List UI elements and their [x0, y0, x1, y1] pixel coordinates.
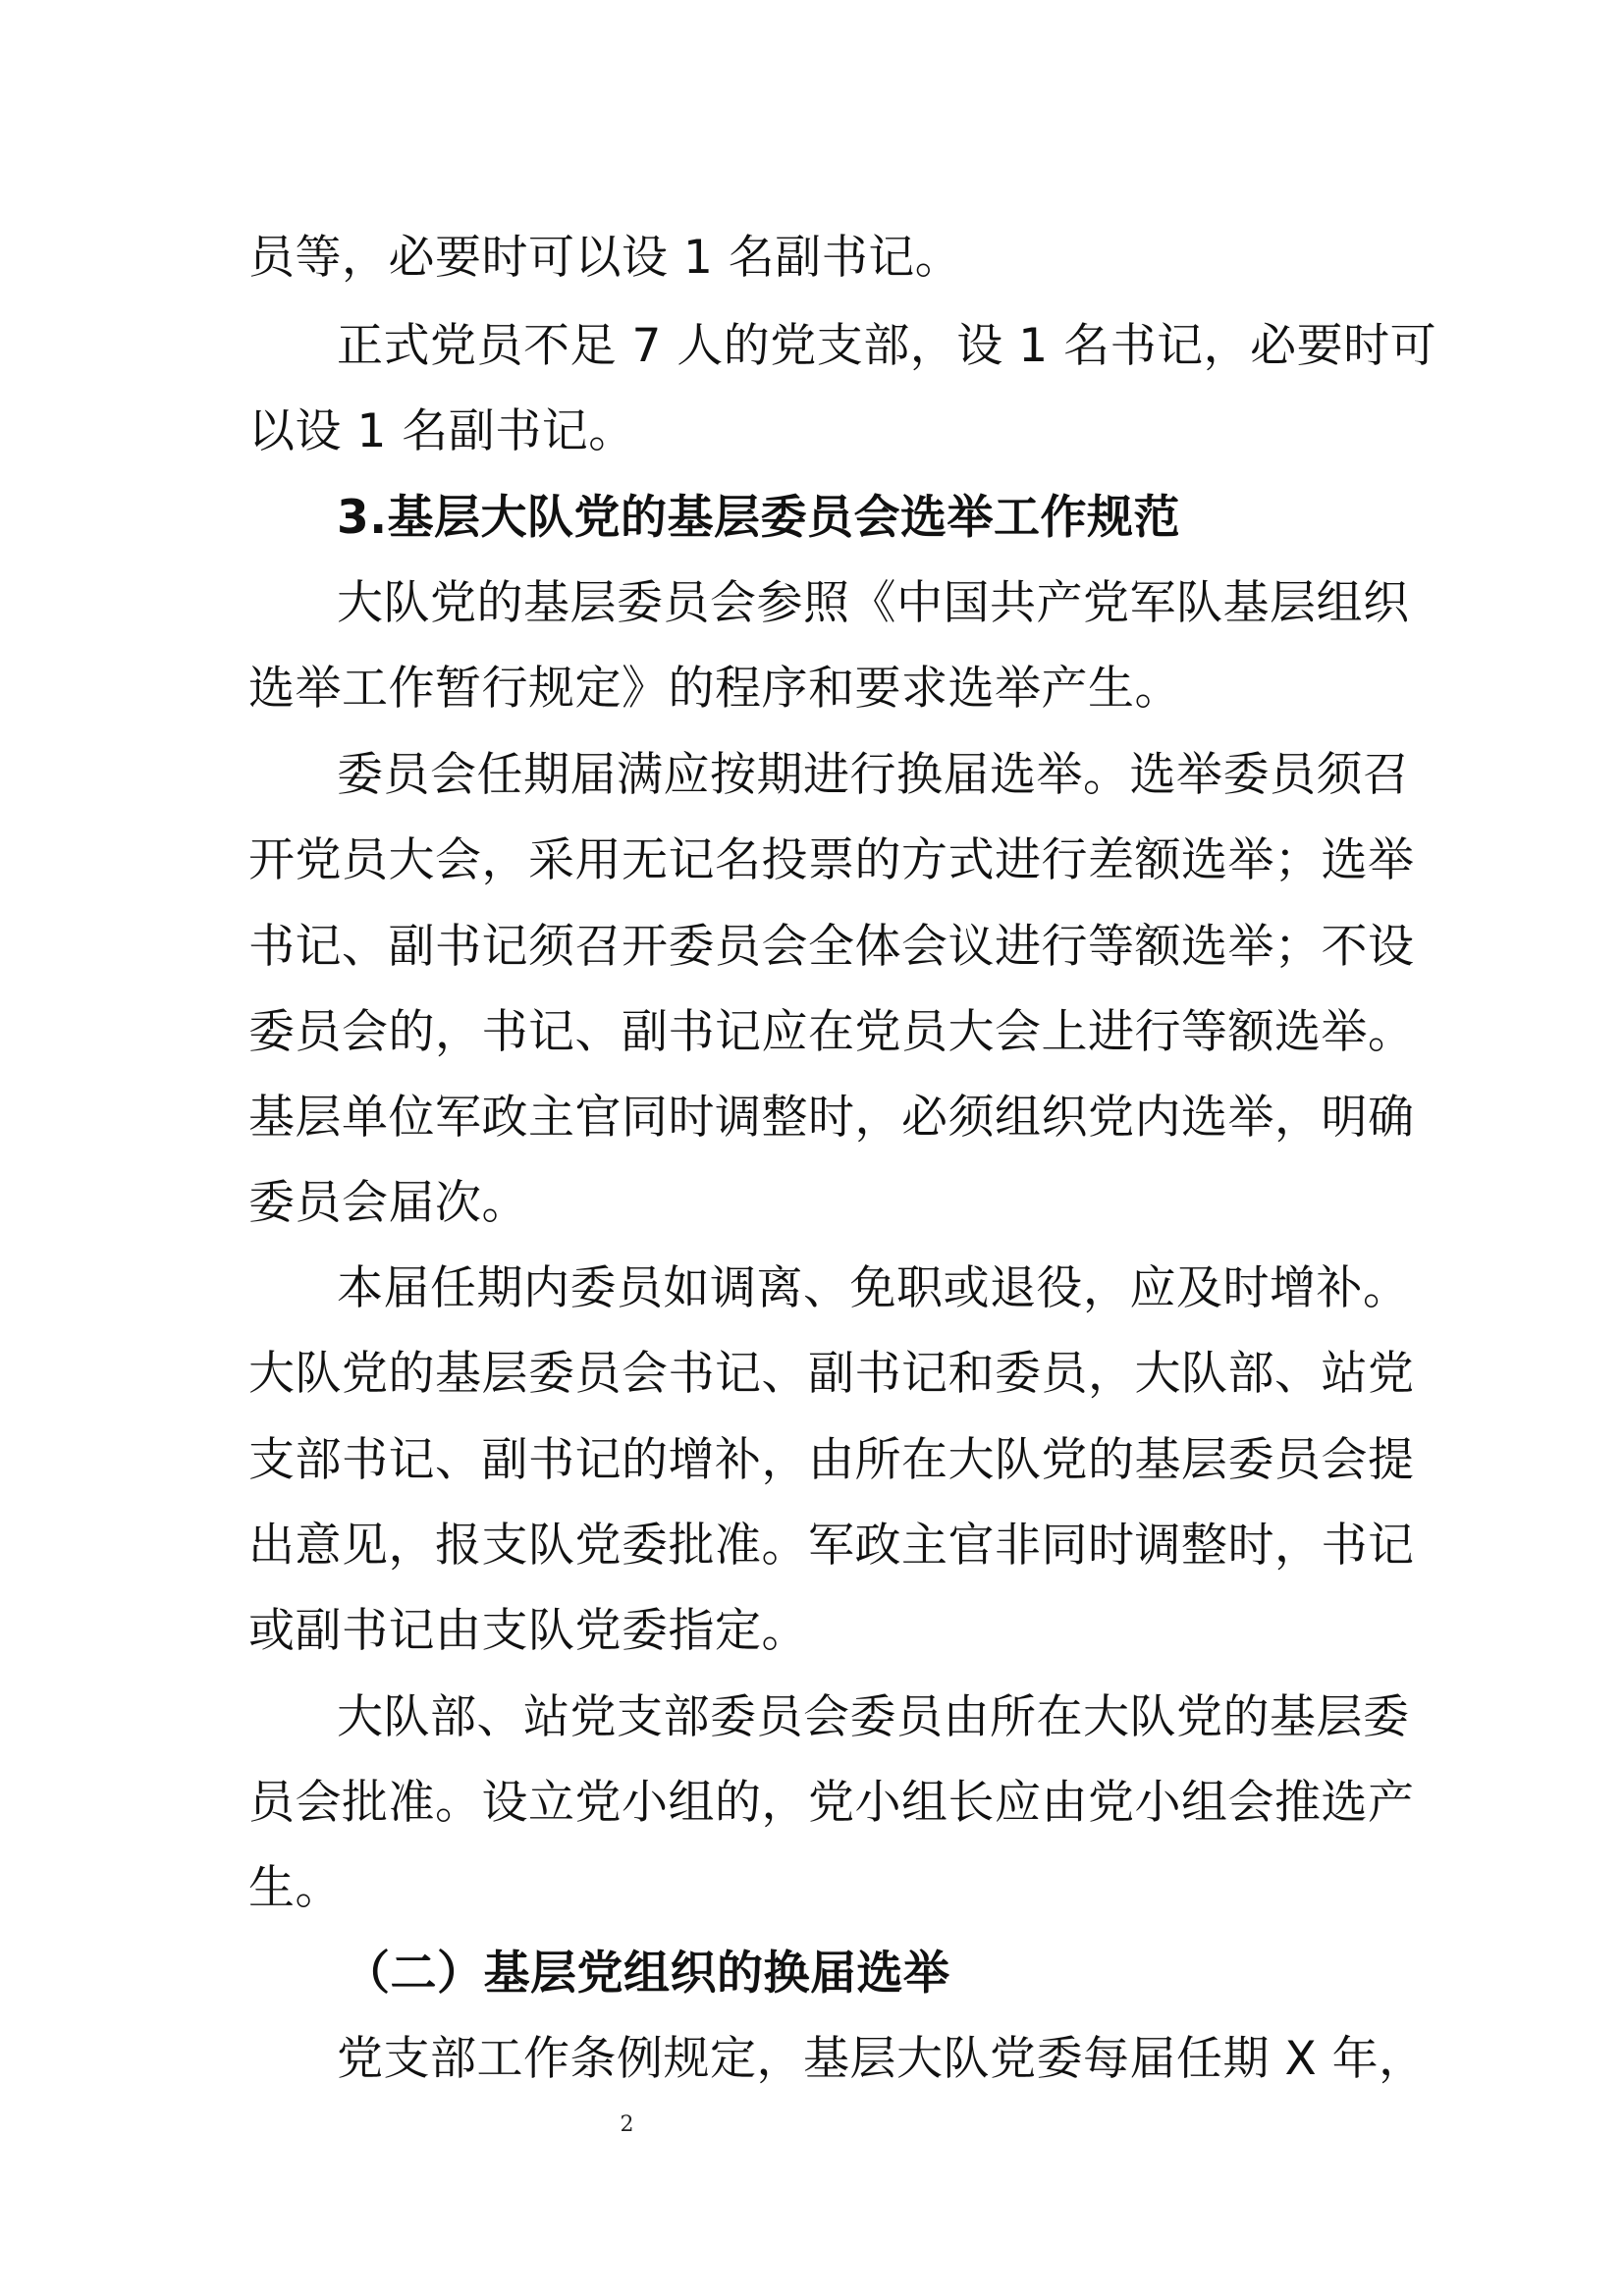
section-heading: （二）基层党组织的换届选举	[344, 1947, 950, 2001]
body-text-line: 以设 1 名副书记。	[248, 404, 635, 458]
body-text-line: 支部书记、副书记的增补，由所在大队党的基层委员会提	[248, 1433, 1415, 1487]
body-text-line: 正式党员不足 7 人的党支部，设 1 名书记，必要时可	[337, 319, 1437, 373]
section-heading: 3.基层大队党的基层委员会选举工作规范	[337, 491, 1181, 545]
body-text-line: 生。	[248, 1861, 342, 1915]
body-text-line: 委员会届次。	[248, 1176, 528, 1230]
body-text-line: 本届任期内委员如调离、免职或退役，应及时增补。	[337, 1261, 1410, 1315]
body-text-line: 或副书记由支队党委指定。	[248, 1604, 808, 1658]
body-text-line: 选举工作暂行规定》的程序和要求选举产生。	[248, 662, 1181, 716]
body-text-line: 大队部、站党支部委员会委员由所在大队党的基层委	[337, 1690, 1410, 1744]
body-text-line: 员会批准。设立党小组的，党小组长应由党小组会推选产	[248, 1776, 1415, 1830]
body-text-line: 委员会任期届满应按期进行换届选举。选举委员须召	[337, 748, 1410, 802]
body-text-line: 委员会的，书记、副书记应在党员大会上进行等额选举。	[248, 1005, 1415, 1059]
body-text-line: 大队党的基层委员会书记、副书记和委员，大队部、站党	[248, 1347, 1415, 1401]
body-text-line: 员等，必要时可以设 1 名副书记。	[248, 231, 962, 285]
page-number: 2	[620, 2112, 634, 2137]
body-text-line: 基层单位军政主官同时调整时，必须组织党内选举，明确	[248, 1091, 1415, 1145]
body-text-line: 书记、副书记须召开委员会全体会议进行等额选举；不设	[248, 920, 1415, 974]
body-text-line: 出意见，报支队党委批准。军政主官非同时调整时，书记	[248, 1519, 1415, 1573]
body-text-line: 党支部工作条例规定，基层大队党委每届任期 X 年，	[337, 2032, 1426, 2086]
body-text-line: 大队党的基层委员会参照《中国共产党军队基层组织	[337, 576, 1410, 630]
body-text-line: 开党员大会，采用无记名投票的方式进行差额选举；选举	[248, 833, 1415, 887]
